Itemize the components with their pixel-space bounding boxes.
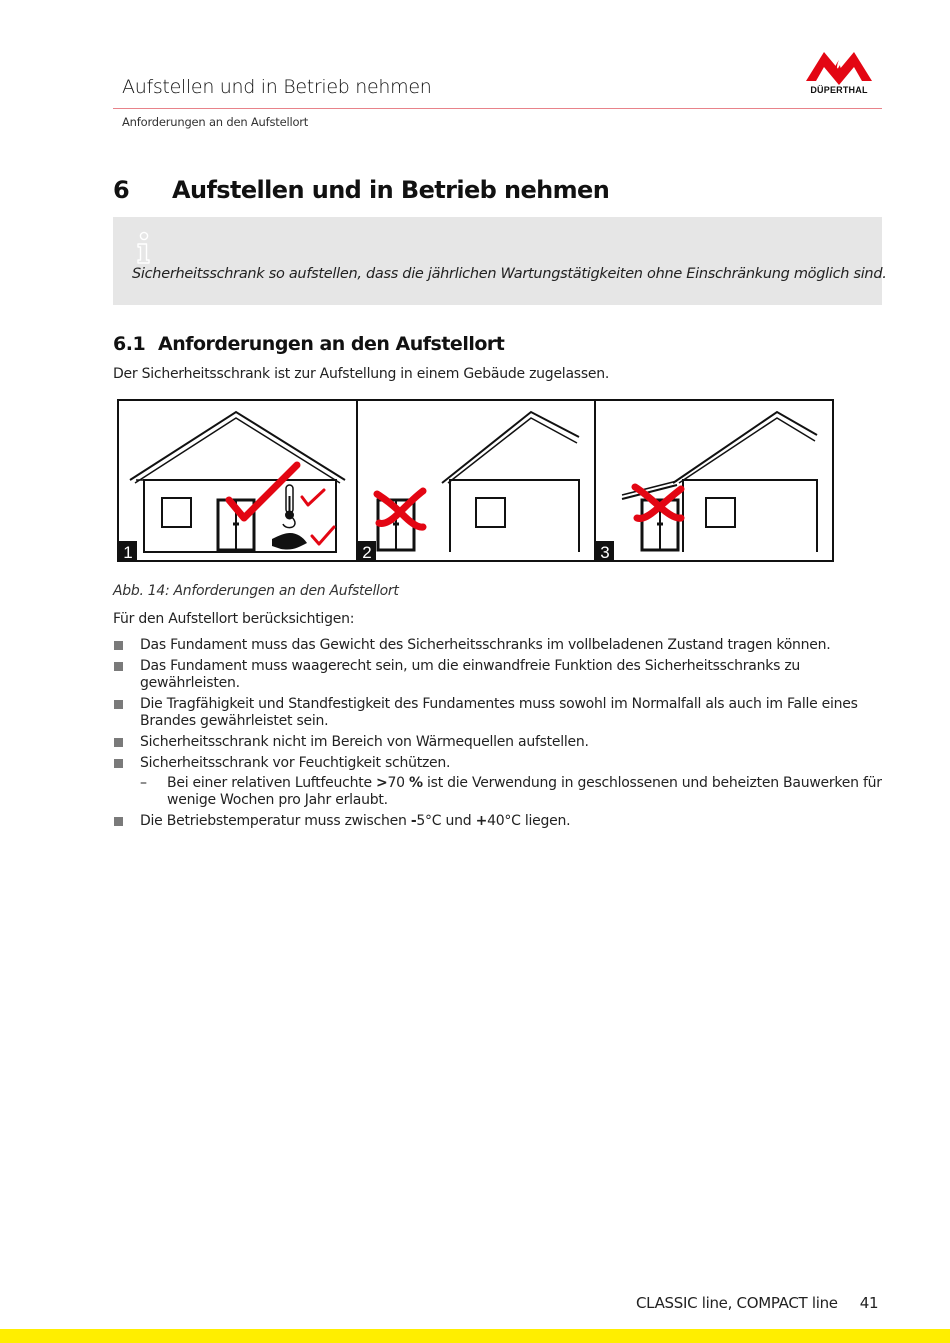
footer-color-bar (0, 1329, 950, 1343)
panel-2-label: 2 (362, 543, 372, 562)
humidity-percent: % (409, 775, 423, 791)
panel-1-label: 1 (123, 543, 133, 562)
bullet-square-icon (114, 817, 123, 826)
humidity-gt: > (376, 775, 388, 791)
page-footer (636, 1294, 878, 1312)
list-item (113, 813, 888, 830)
info-box (113, 217, 887, 305)
temp-minus: - (410, 813, 417, 829)
figure-caption: Abb. 14: Anforderungen an den Aufstellort (113, 583, 399, 599)
temp-text-pre: Die Betriebstemperatur muss zwischen (140, 813, 411, 829)
list-item-text: Das Fundament muss waagerecht sein, um die einwandfreie Funktion des Sicherheitsschranks zu gewährleisten. (140, 658, 801, 691)
chapter-heading (113, 176, 609, 204)
header-divider (113, 108, 882, 109)
list-item-text: Sicherheitsschrank nicht im Bereich von Wärmequellen aufstellen. (140, 734, 589, 750)
humidity-text-pre: Bei einer relativen Luftfeuchte (167, 775, 377, 791)
section-intro: Der Sicherheitsschrank ist zur Aufstellung in einem Gebäude zugelassen. (113, 366, 610, 382)
list-item-text: Das Fundament muss das Gewicht des Sicherheitsschranks im vollbeladenen Zustand tragen können. (140, 637, 831, 653)
requirements-lead: Für den Aufstellort berücksichtigen: (113, 611, 355, 627)
bullet-square-icon (114, 641, 123, 650)
info-icon (133, 231, 153, 265)
chapter-title: Aufstellen und in Betrieb nehmen (172, 176, 610, 204)
chapter-number: 6 (113, 176, 130, 204)
dash-marker: – (140, 775, 147, 791)
list-item (113, 637, 888, 654)
list-item-text: Sicherheitsschrank vor Feuchtigkeit schützen. (140, 755, 451, 771)
list-item (113, 734, 888, 751)
temp-high: 40°C liegen. (487, 813, 571, 829)
list-item (113, 658, 888, 692)
humidity-value: 70 (387, 775, 410, 791)
installation-figure (117, 399, 834, 562)
list-item (113, 696, 888, 730)
temp-plus: + (475, 813, 488, 829)
running-header-subtitle: Anforderungen an den Aufstellort (122, 115, 309, 129)
bullet-square-icon (114, 738, 123, 747)
bullet-square-icon (114, 662, 123, 671)
humidity-text-post: ist die Verwendung in geschlossenen und beheizten Bauwerken für wenige Wochen pro Jahr erlaubt. (167, 775, 882, 808)
section-number: 6.1 (113, 333, 146, 355)
section-title: Anforderungen an den Aufstellort (158, 333, 505, 355)
running-header-title: Aufstellen und in Betrieb nehmen (122, 76, 432, 98)
bullet-square-icon (114, 759, 123, 768)
sub-list-item (140, 775, 888, 809)
list-item-text: Die Tragfähigkeit und Standfestigkeit des Fundamentes muss sowohl im Normalfall als auch im Falle eines Brandes gewährleistet sein. (140, 696, 858, 729)
page-number: 41 (859, 1294, 879, 1312)
section-heading (113, 333, 504, 355)
temp-low: 5°C und (416, 813, 476, 829)
panel-3-label: 3 (600, 543, 610, 562)
humidity-sublist (140, 775, 888, 809)
list-item (113, 755, 888, 809)
requirements-list (113, 637, 888, 834)
logo-wordmark: DÜPERTHAL (810, 85, 868, 95)
footer-product: CLASSIC line, COMPACT line (636, 1294, 838, 1312)
bullet-square-icon (114, 700, 123, 709)
info-text: Sicherheitsschrank so aufstellen, dass die jährlichen Wartungstätigkeiten ohne Einschränkung möglich sind. (132, 266, 887, 282)
